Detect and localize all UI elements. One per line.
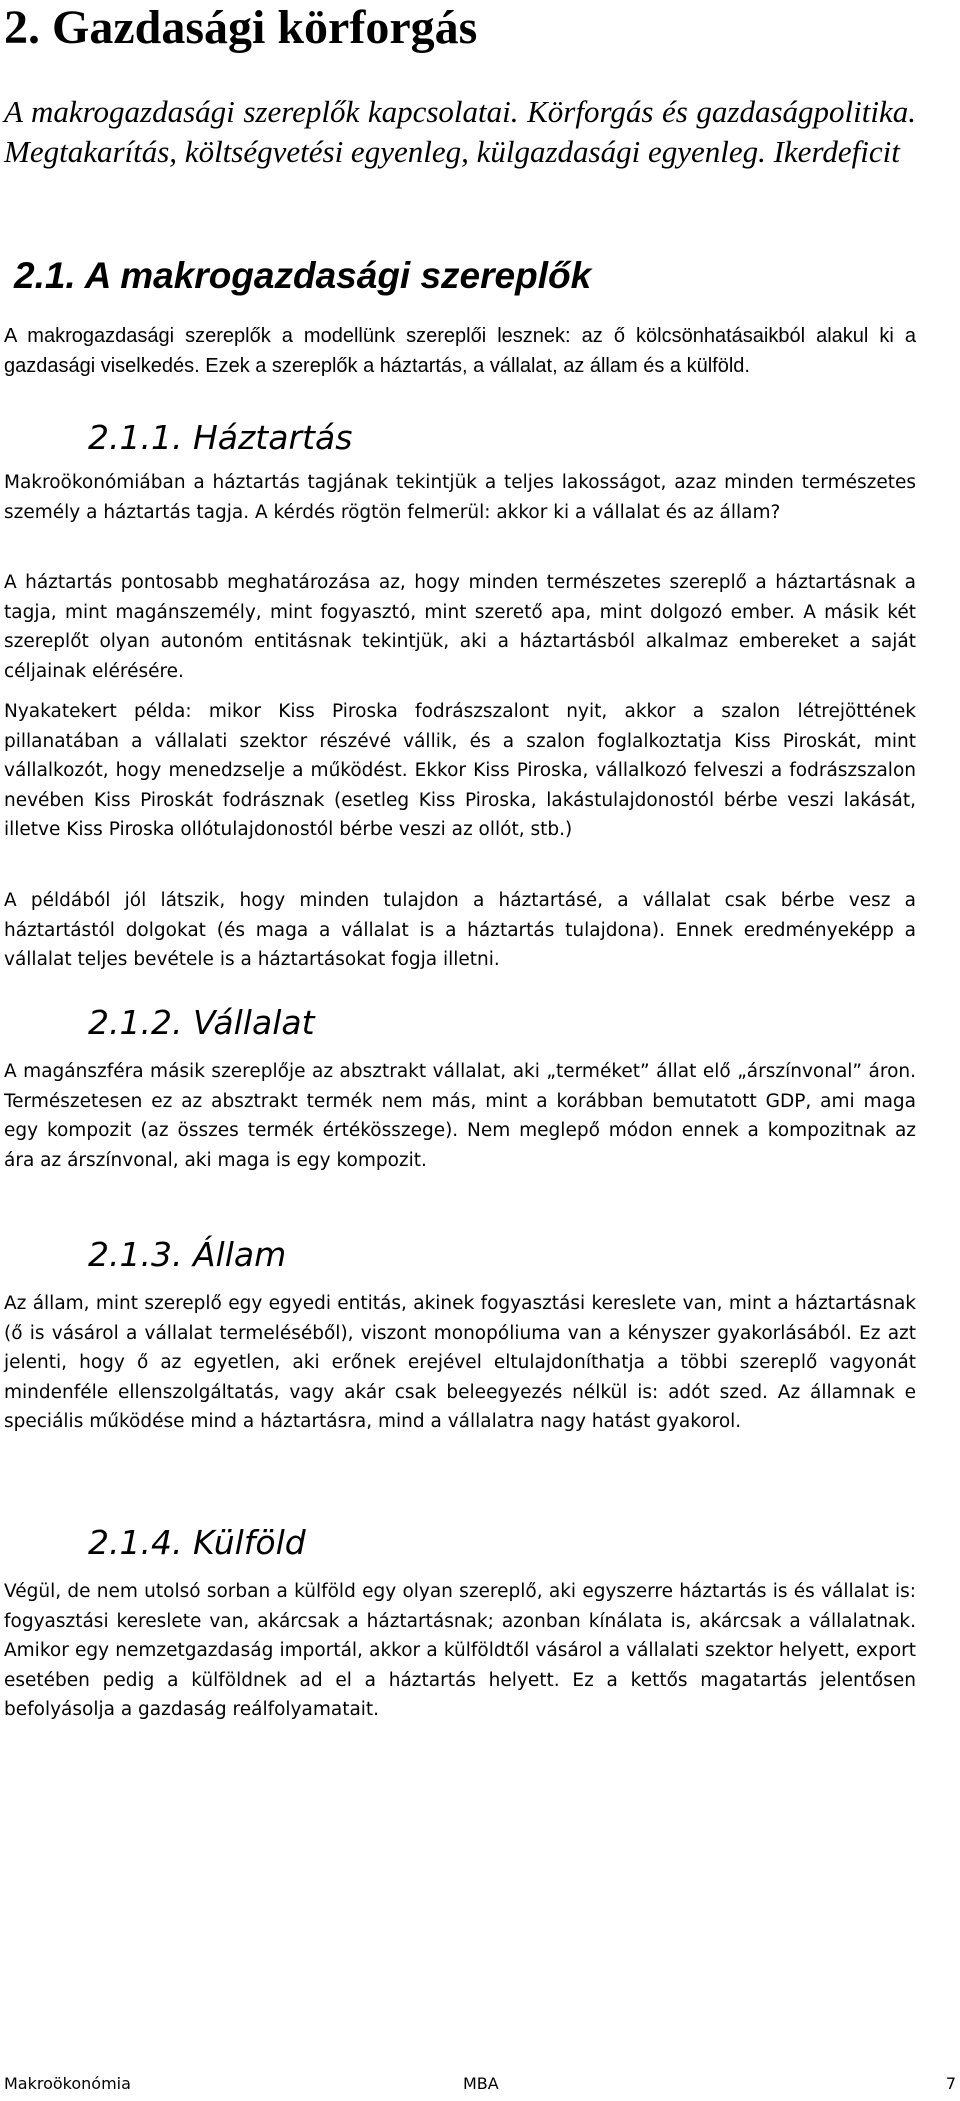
subsection-title-allam: 2.1.3. Állam bbox=[88, 1235, 287, 1274]
haztartas-paragraph-4: A példából jól látszik, hogy minden tulajdon a háztartásé, a vállalat csak bérbe vesz a háztartástól dolgokat (és maga a vállalat is a háztartás tulajdona). Ennek eredményeképp a vállalat teljes bevétele is a háztartásokat fogja illetni. bbox=[4, 890, 916, 970]
chapter-title: 2. Gazdasági körforgás bbox=[4, 1, 478, 54]
chapter-subtitle: A makrogazdasági szereplők kapcsolatai. Körforgás és gazdaságpolitika. Megtakarítás, költségvetési egyenleg, külgazdasági egyenleg. Ikerdeficit bbox=[4, 94, 916, 169]
subsection-title-haztartas: 2.1.1. Háztartás bbox=[88, 418, 353, 457]
footer-course-name: Makroökonómia bbox=[4, 2074, 131, 2093]
subsection-title-vallalat: 2.1.2. Vállalat bbox=[88, 1003, 315, 1042]
haztartas-paragraph-2: A háztartás pontosabb meghatározása az, hogy minden természetes szereplő a háztartásnak a tagja, mint magánszemély, mint fogyasztó, mint szerető apa, mint dolgozó ember. A másik két szereplőt olyan autonóm entitásnak tekintjük, aki a háztartásból alkalmaz embereket a saját céljainak elérésére. bbox=[4, 572, 916, 682]
footer-page-number: 7 bbox=[945, 2074, 956, 2093]
section-title: 2.1. A makrogazdasági szereplők bbox=[14, 255, 592, 296]
vallalat-paragraph-1: A magánszféra másik szereplője az absztrakt vállalat, aki „terméket” állat elő „árszínvonal” áron. Természetesen ez az absztrakt termék nem más, mint a korábban bemutatott GDP, ami maga egy kompozit (az összes termék értékösszege). Nem meglepő módon ennek a kompozitnak az ára az árszínvonal, aki maga is egy kompozit. bbox=[4, 1061, 916, 1171]
kulfold-paragraph-1: Végül, de nem utolsó sorban a külföld egy olyan szereplő, aki egyszerre háztartás is és vállalat is: fogyasztási kereslete van, akárcsak a háztartásnak; azonban kínálata is, akárcsak a vállalatnak. Amikor egy nemzetgazdaság importál, akkor a külföldtől vásárol a vállalati szektor helyett, export esetében pedig a külföldnek ad el a háztartás helyett. Ez a kettős magatartás jelentősen befolyásolja a gazdaság reálfolyamatait. bbox=[4, 1581, 916, 1720]
section-intro-paragraph: A makrogazdasági szereplők a modellünk szereplői lesznek: az ő kölcsönhatásaikból alakul ki a gazdasági viselkedés. Ezek a szereplők a háztartás, a vállalat, az állam és a külföld. bbox=[4, 325, 916, 377]
footer-program: MBA bbox=[463, 2074, 499, 2093]
subsection-title-kulfold: 2.1.4. Külföld bbox=[88, 1523, 306, 1562]
allam-paragraph-1: Az állam, mint szereplő egy egyedi entitás, akinek fogyasztási kereslete van, mint a háztartásnak (ő is vásárol a vállalat termeléséből), viszont monopóliuma van a kényszer gyakorlásából. Ez azt jelenti, hogy ő az egyetlen, aki erőnek erejével eltulajdoníthatja a többi szereplő vagyonát mindenféle ellenszolgáltatás, vagy akár csak beleegyezés nélkül is: adót szed. Az államnak e speciális működése mind a háztartásra, mind a vállalatra nagy hatást gyakorol. bbox=[4, 1293, 916, 1432]
haztartas-paragraph-1: Makroökonómiában a háztartás tagjának tekintjük a teljes lakosságot, azaz minden természetes személy a háztartás tagja. A kérdés rögtön felmerül: akkor ki a vállalat és az állam? bbox=[4, 472, 916, 523]
haztartas-paragraph-3: Nyakatekert példa: mikor Kiss Piroska fodrászszalont nyit, akkor a szalon létrejöttének pillanatában a vállalati szektor részévé vállik, és a szalon foglalkoztatja Kiss Piroskát, mint vállalkozót, hogy menedzselje a működést. Ekkor Kiss Piroska, vállalkozó felveszi a fodrászszalon nevében Kiss Piroskát fodrásznak (esetleg Kiss Piroska, lakástulajdonostól bérbe veszi lakását, illetve Kiss Piroska ollótulajdonostól bérbe veszi az ollót, stb.) bbox=[4, 701, 916, 840]
